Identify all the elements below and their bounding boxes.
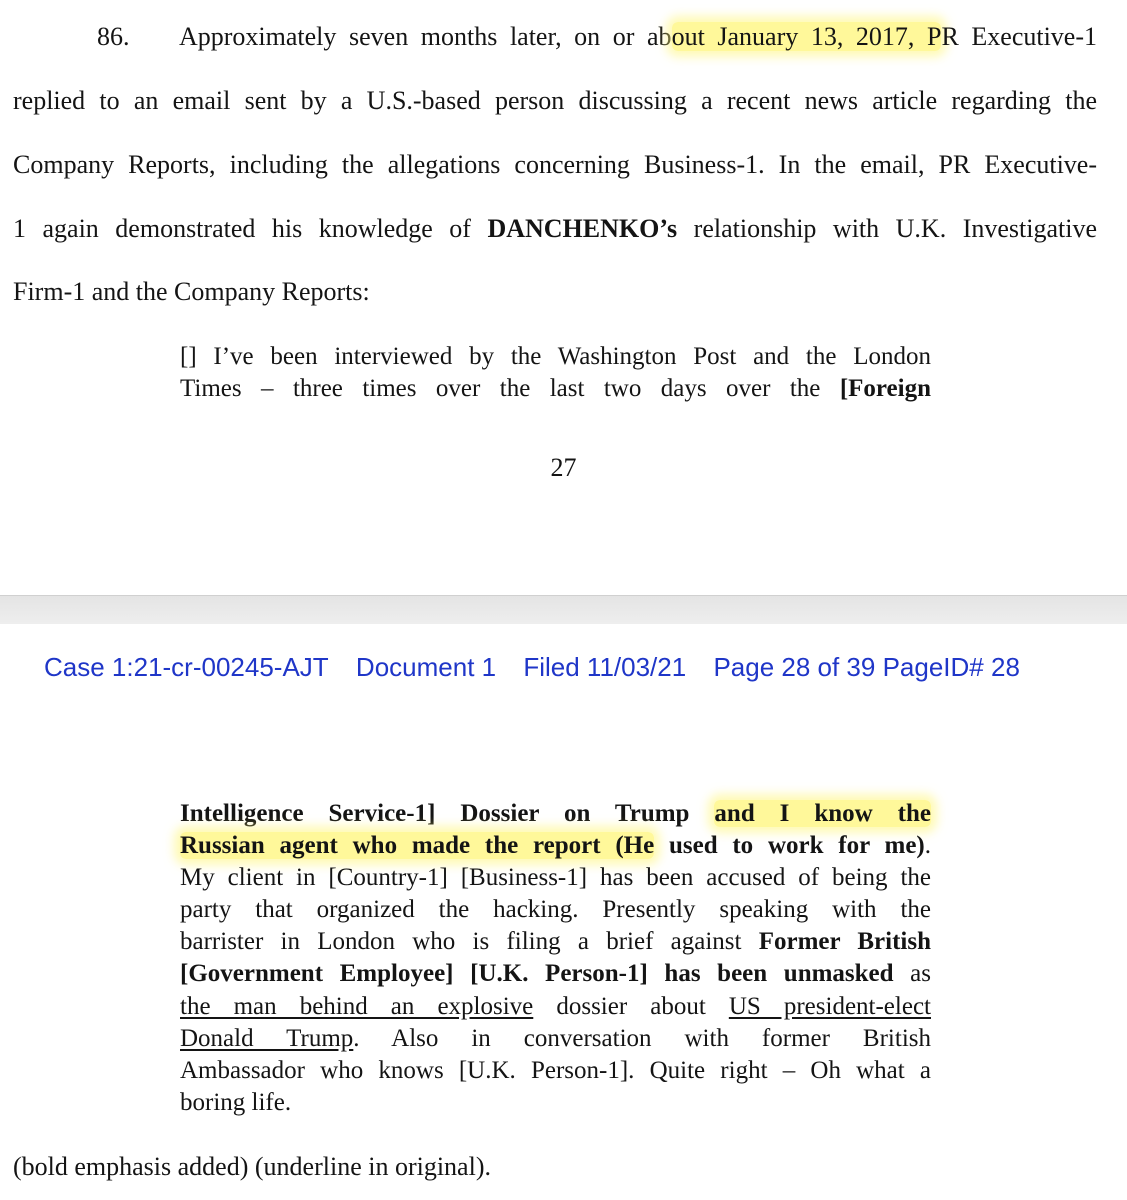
highlight-date: out January 13, 2017, P (671, 22, 942, 51)
quote-line-8: [Government Employee] [U.K. Person-1] has been unmasked as (180, 960, 932, 987)
highlight-quote-1: and I know the (714, 800, 931, 827)
quote-line-12: boring life. (180, 1089, 292, 1116)
paragraph-86-line-3: Company Reports, including the allegations concerning Business-1. In the email, PR Executive- (13, 150, 1097, 179)
document-page-27 (0, 0, 1127, 595)
paragraph-86-line-4: 1 again demonstrated his knowledge of DANCHENKO’s relationship with U.K. Investigative (13, 214, 1097, 243)
highlight-quote-2: Russian agent who made the report (He (180, 832, 655, 859)
quote-line-9: the man behind an explosive dossier about US president-elect (180, 993, 931, 1020)
quote-line-6: party that organized the hacking. Presently speaking with the (180, 896, 931, 923)
emphasis-note: (bold emphasis added) (underline in original). (13, 1152, 491, 1181)
underlined-text-1: the man behind an explosive (180, 993, 534, 1020)
bold-name: DANCHENKO’s (487, 214, 678, 243)
quote-line-4: Russian agent who made the report (He used to work for me). (180, 832, 931, 859)
quote-line-10: Donald Trump. Also in conversation with former British (180, 1025, 931, 1052)
underlined-text-3: Donald Trump (180, 1025, 354, 1052)
quote-line-7: barrister in London who is filing a brief against Former British (180, 928, 932, 955)
quote-line-11: Ambassador who knows [U.K. Person-1]. Quite right – Oh what a (180, 1057, 931, 1084)
quote-line-5: My client in [Country-1] [Business-1] has been accused of being the (180, 864, 931, 891)
quote-line-1: [] I’ve been interviewed by the Washington Post and the London (180, 343, 931, 370)
filed-date: Filed 11/03/21 (523, 652, 687, 682)
case-header (44, 651, 1084, 683)
page-id: Page 28 of 39 PageID# 28 (713, 652, 1020, 682)
quote-line-3: Intelligence Service-1] Dossier on Trump and I know the (180, 800, 931, 827)
paragraph-86-line-5: Firm-1 and the Company Reports: (13, 277, 370, 306)
paragraph-number: 86. (97, 22, 130, 51)
quote-line-2: Times – three times over the last two days over the [Foreign (180, 375, 931, 402)
paragraph-86-line-2: replied to an email sent by a U.S.-based person discussing a recent news article regarding the (13, 86, 1097, 115)
case-number: Case 1:21-cr-00245-AJT (44, 652, 329, 682)
paragraph-86-line-1: 86. Approximately seven months later, on or about January 13, 2017, PR Executive-1 (13, 22, 1097, 52)
page-separator (0, 595, 1127, 625)
document-number: Document 1 (355, 652, 497, 682)
underlined-text-2: US president-elect (728, 993, 931, 1020)
page-number: 27 (550, 453, 577, 482)
